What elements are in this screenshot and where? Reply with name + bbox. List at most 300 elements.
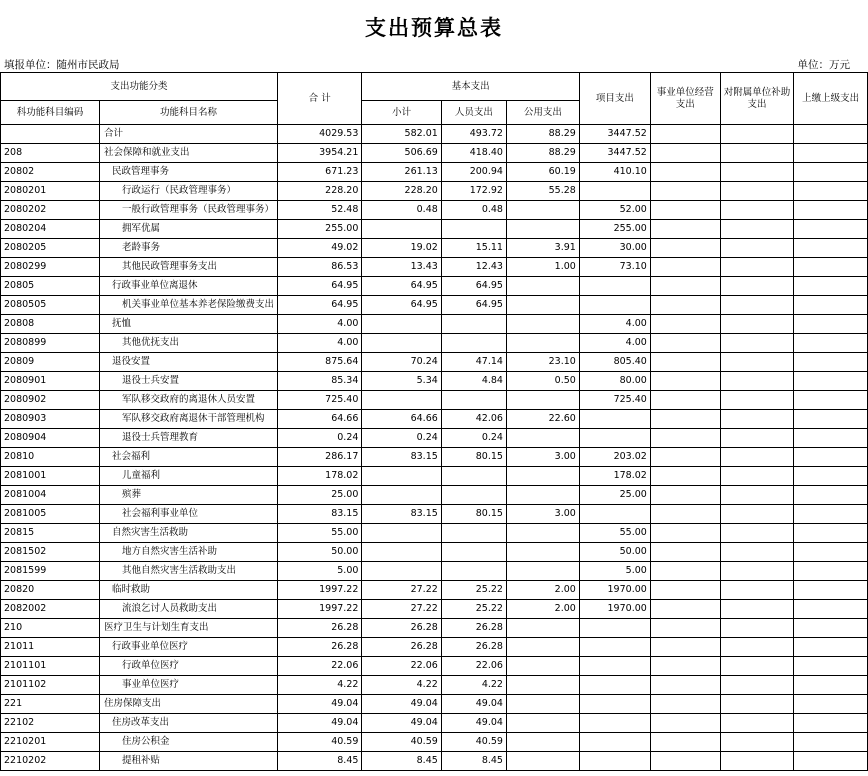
table-row [1, 315, 868, 334]
cell-personnel: 80.15 [441, 505, 506, 524]
cell-empty [720, 543, 794, 562]
cell-empty [794, 619, 868, 638]
cell-total: 3954.21 [277, 144, 361, 163]
cell-empty [720, 296, 794, 315]
cell-personnel: 12.43 [441, 258, 506, 277]
cell-project: 1970.00 [579, 581, 650, 600]
cell-empty [794, 201, 868, 220]
cell-subtotal: 27.22 [362, 600, 441, 619]
table-row [1, 714, 868, 733]
cell-subtotal: 13.43 [362, 258, 441, 277]
cell-empty [720, 334, 794, 353]
table-row [1, 676, 868, 695]
cell-project [579, 505, 650, 524]
cell-total: 49.02 [277, 239, 361, 258]
cell-personnel [441, 562, 506, 581]
cell-empty [720, 391, 794, 410]
cell-empty [720, 410, 794, 429]
cell-total: 64.95 [277, 277, 361, 296]
cell-total: 286.17 [277, 448, 361, 467]
cell-empty [650, 562, 720, 581]
cell-project: 25.00 [579, 486, 650, 505]
cell-subtotal: 582.01 [362, 125, 441, 144]
cell-empty [794, 353, 868, 372]
cell-empty [650, 277, 720, 296]
cell-empty [720, 638, 794, 657]
cell-subtotal: 26.28 [362, 619, 441, 638]
cell-project [579, 638, 650, 657]
cell-public: 55.28 [506, 182, 579, 201]
cell-public [506, 296, 579, 315]
cell-empty [794, 752, 868, 771]
cell-code: 20805 [1, 277, 100, 296]
table-row [1, 543, 868, 562]
table-row [1, 391, 868, 410]
cell-empty [794, 695, 868, 714]
cell-code: 22102 [1, 714, 100, 733]
cell-code: 221 [1, 695, 100, 714]
cell-empty [650, 372, 720, 391]
table-row [1, 752, 868, 771]
cell-public: 88.29 [506, 144, 579, 163]
cell-empty [650, 486, 720, 505]
cell-code: 2080902 [1, 391, 100, 410]
cell-empty [650, 258, 720, 277]
cell-total: 0.24 [277, 429, 361, 448]
cell-total: 22.06 [277, 657, 361, 676]
cell-empty [794, 581, 868, 600]
table-row [1, 467, 868, 486]
cell-code: 2101101 [1, 657, 100, 676]
table-row [1, 581, 868, 600]
cell-name: 社会保障和就业支出 [99, 144, 277, 163]
table-row [1, 448, 868, 467]
cell-empty [650, 467, 720, 486]
cell-subtotal: 70.24 [362, 353, 441, 372]
cell-name: 医疗卫生与计划生育支出 [99, 619, 277, 638]
cell-total: 725.40 [277, 391, 361, 410]
cell-project: 255.00 [579, 220, 650, 239]
cell-empty [650, 524, 720, 543]
cell-code: 20802 [1, 163, 100, 182]
cell-name: 行政事业单位离退休 [99, 277, 277, 296]
cell-subtotal [362, 334, 441, 353]
cell-project: 5.00 [579, 562, 650, 581]
cell-personnel: 64.95 [441, 296, 506, 315]
table-row [1, 486, 868, 505]
cell-code: 2082002 [1, 600, 100, 619]
cell-empty [650, 581, 720, 600]
cell-code: 2080204 [1, 220, 100, 239]
cell-public [506, 676, 579, 695]
cell-code: 2081004 [1, 486, 100, 505]
cell-personnel: 493.72 [441, 125, 506, 144]
cell-empty [720, 429, 794, 448]
cell-total: 1997.22 [277, 581, 361, 600]
cell-personnel: 40.59 [441, 733, 506, 752]
cell-project: 725.40 [579, 391, 650, 410]
cell-subtotal: 49.04 [362, 714, 441, 733]
table-row [1, 638, 868, 657]
cell-subtotal: 64.95 [362, 277, 441, 296]
cell-name: 住房保障支出 [99, 695, 277, 714]
cell-name: 一般行政管理事务（民政管理事务） [99, 201, 277, 220]
header-total: 合 计 [277, 73, 361, 125]
cell-subtotal [362, 524, 441, 543]
table-row [1, 600, 868, 619]
cell-empty [794, 467, 868, 486]
cell-empty [794, 182, 868, 201]
cell-personnel [441, 486, 506, 505]
cell-code: 20815 [1, 524, 100, 543]
cell-project: 410.10 [579, 163, 650, 182]
cell-empty [650, 296, 720, 315]
cell-public [506, 752, 579, 771]
cell-project [579, 182, 650, 201]
table-row [1, 619, 868, 638]
budget-table [0, 72, 868, 771]
cell-name: 机关事业单位基本养老保险缴费支出 [99, 296, 277, 315]
cell-name: 合计 [99, 125, 277, 144]
cell-empty [794, 676, 868, 695]
cell-project [579, 733, 650, 752]
cell-subtotal [362, 562, 441, 581]
cell-personnel: 8.45 [441, 752, 506, 771]
table-row [1, 220, 868, 239]
cell-empty [794, 638, 868, 657]
cell-subtotal [362, 467, 441, 486]
cell-subtotal: 27.22 [362, 581, 441, 600]
cell-empty [720, 182, 794, 201]
cell-empty [650, 619, 720, 638]
cell-empty [650, 714, 720, 733]
cell-code: 2080299 [1, 258, 100, 277]
cell-name: 住房改革支出 [99, 714, 277, 733]
cell-empty [650, 676, 720, 695]
cell-public: 2.00 [506, 581, 579, 600]
cell-empty [650, 657, 720, 676]
cell-project: 73.10 [579, 258, 650, 277]
cell-total: 875.64 [277, 353, 361, 372]
cell-total: 25.00 [277, 486, 361, 505]
cell-empty [720, 239, 794, 258]
cell-empty [720, 201, 794, 220]
cell-subtotal: 83.15 [362, 505, 441, 524]
table-row [1, 182, 868, 201]
cell-empty [720, 581, 794, 600]
cell-total: 671.23 [277, 163, 361, 182]
cell-total: 4029.53 [277, 125, 361, 144]
cell-empty [720, 277, 794, 296]
cell-personnel [441, 391, 506, 410]
cell-personnel: 22.06 [441, 657, 506, 676]
cell-code: 2210201 [1, 733, 100, 752]
header-personnel: 人员支出 [441, 101, 506, 125]
cell-empty [720, 372, 794, 391]
cell-name: 其他民政管理事务支出 [99, 258, 277, 277]
cell-project: 805.40 [579, 353, 650, 372]
cell-empty [794, 524, 868, 543]
cell-empty [720, 448, 794, 467]
cell-empty [794, 657, 868, 676]
cell-code: 2081502 [1, 543, 100, 562]
cell-personnel: 4.84 [441, 372, 506, 391]
cell-personnel: 0.48 [441, 201, 506, 220]
cell-project [579, 619, 650, 638]
cell-empty [794, 296, 868, 315]
cell-code: 2080903 [1, 410, 100, 429]
cell-project: 55.00 [579, 524, 650, 543]
cell-total: 255.00 [277, 220, 361, 239]
cell-total: 26.28 [277, 619, 361, 638]
cell-empty [720, 353, 794, 372]
table-row [1, 201, 868, 220]
cell-subtotal [362, 543, 441, 562]
cell-empty [720, 714, 794, 733]
cell-public: 3.00 [506, 505, 579, 524]
cell-empty [650, 125, 720, 144]
cell-empty [650, 163, 720, 182]
cell-personnel: 80.15 [441, 448, 506, 467]
cell-code: 20809 [1, 353, 100, 372]
cell-empty [720, 258, 794, 277]
cell-total: 52.48 [277, 201, 361, 220]
cell-project: 1970.00 [579, 600, 650, 619]
cell-public [506, 391, 579, 410]
cell-empty [794, 258, 868, 277]
cell-empty [650, 448, 720, 467]
cell-empty [794, 239, 868, 258]
cell-personnel: 26.28 [441, 638, 506, 657]
cell-empty [650, 239, 720, 258]
cell-public [506, 429, 579, 448]
cell-subtotal: 64.66 [362, 410, 441, 429]
cell-code: 2080901 [1, 372, 100, 391]
cell-subtotal: 506.69 [362, 144, 441, 163]
header-public: 公用支出 [506, 101, 579, 125]
cell-empty [720, 524, 794, 543]
cell-empty [650, 429, 720, 448]
cell-total: 8.45 [277, 752, 361, 771]
cell-empty [720, 163, 794, 182]
cell-code: 2210202 [1, 752, 100, 771]
cell-empty [720, 562, 794, 581]
cell-personnel [441, 334, 506, 353]
cell-personnel: 4.22 [441, 676, 506, 695]
cell-subtotal: 0.24 [362, 429, 441, 448]
currency-unit: 单位：万元 [797, 59, 850, 71]
cell-personnel: 0.24 [441, 429, 506, 448]
cell-personnel [441, 543, 506, 562]
cell-personnel [441, 467, 506, 486]
header-fname: 功能科目名称 [99, 101, 277, 125]
cell-personnel: 42.06 [441, 410, 506, 429]
cell-total: 5.00 [277, 562, 361, 581]
cell-total: 85.34 [277, 372, 361, 391]
cell-subtotal: 261.13 [362, 163, 441, 182]
cell-code: 2081599 [1, 562, 100, 581]
table-row [1, 334, 868, 353]
cell-empty [794, 277, 868, 296]
cell-personnel: 26.28 [441, 619, 506, 638]
cell-public [506, 277, 579, 296]
cell-personnel: 47.14 [441, 353, 506, 372]
cell-total: 49.04 [277, 695, 361, 714]
cell-empty [650, 182, 720, 201]
cell-empty [650, 410, 720, 429]
cell-personnel: 25.22 [441, 600, 506, 619]
cell-code: 2080899 [1, 334, 100, 353]
cell-empty [720, 125, 794, 144]
cell-total: 26.28 [277, 638, 361, 657]
cell-subtotal [362, 486, 441, 505]
header-project: 项目支出 [579, 73, 650, 125]
cell-project: 3447.52 [579, 125, 650, 144]
cell-code: 20808 [1, 315, 100, 334]
cell-public [506, 467, 579, 486]
cell-total: 40.59 [277, 733, 361, 752]
cell-subtotal: 19.02 [362, 239, 441, 258]
cell-public: 3.91 [506, 239, 579, 258]
cell-subtotal: 4.22 [362, 676, 441, 695]
cell-project: 3447.52 [579, 144, 650, 163]
cell-total: 4.00 [277, 315, 361, 334]
table-row [1, 372, 868, 391]
cell-public: 23.10 [506, 353, 579, 372]
table-row [1, 163, 868, 182]
cell-total: 50.00 [277, 543, 361, 562]
cell-public [506, 562, 579, 581]
cell-code: 2101102 [1, 676, 100, 695]
cell-empty [794, 486, 868, 505]
cell-public [506, 315, 579, 334]
cell-project: 203.02 [579, 448, 650, 467]
cell-personnel: 15.11 [441, 239, 506, 258]
cell-empty [794, 714, 868, 733]
table-row [1, 562, 868, 581]
table-row [1, 258, 868, 277]
cell-empty [650, 752, 720, 771]
table-body [1, 125, 868, 771]
cell-name: 老龄事务 [99, 239, 277, 258]
cell-name: 儿童福利 [99, 467, 277, 486]
cell-public [506, 638, 579, 657]
cell-subtotal [362, 220, 441, 239]
cell-personnel: 49.04 [441, 714, 506, 733]
cell-subtotal: 5.34 [362, 372, 441, 391]
header-affiliate: 对附属单位补助支出 [720, 73, 794, 125]
cell-personnel: 172.92 [441, 182, 506, 201]
cell-code: 2080205 [1, 239, 100, 258]
table-row [1, 524, 868, 543]
cell-empty [794, 505, 868, 524]
cell-empty [794, 163, 868, 182]
cell-empty [720, 144, 794, 163]
cell-empty [794, 334, 868, 353]
cell-project: 50.00 [579, 543, 650, 562]
cell-empty [650, 220, 720, 239]
cell-personnel: 25.22 [441, 581, 506, 600]
cell-total: 64.66 [277, 410, 361, 429]
cell-name: 自然灾害生活救助 [99, 524, 277, 543]
cell-code [1, 125, 100, 144]
cell-code: 2080202 [1, 201, 100, 220]
cell-subtotal: 228.20 [362, 182, 441, 201]
cell-empty [794, 144, 868, 163]
cell-subtotal: 26.28 [362, 638, 441, 657]
cell-empty [720, 486, 794, 505]
cell-project [579, 277, 650, 296]
cell-subtotal: 64.95 [362, 296, 441, 315]
cell-name: 拥军优属 [99, 220, 277, 239]
header-row-1 [1, 73, 868, 101]
cell-name: 行政事业单位医疗 [99, 638, 277, 657]
cell-subtotal: 83.15 [362, 448, 441, 467]
cell-name: 民政管理事务 [99, 163, 277, 182]
cell-personnel: 200.94 [441, 163, 506, 182]
cell-name: 殡葬 [99, 486, 277, 505]
table-row [1, 296, 868, 315]
cell-name: 流浪乞讨人员救助支出 [99, 600, 277, 619]
header-basic: 基本支出 [362, 73, 579, 101]
cell-project [579, 410, 650, 429]
cell-empty [794, 391, 868, 410]
cell-empty [794, 315, 868, 334]
cell-public [506, 543, 579, 562]
cell-subtotal: 40.59 [362, 733, 441, 752]
cell-empty [794, 448, 868, 467]
cell-empty [720, 505, 794, 524]
cell-name: 退役安置 [99, 353, 277, 372]
table-row [1, 695, 868, 714]
cell-name: 住房公积金 [99, 733, 277, 752]
cell-subtotal: 22.06 [362, 657, 441, 676]
cell-subtotal: 49.04 [362, 695, 441, 714]
cell-empty [794, 733, 868, 752]
cell-empty [720, 752, 794, 771]
cell-empty [650, 391, 720, 410]
cell-total: 1997.22 [277, 600, 361, 619]
cell-empty [794, 220, 868, 239]
cell-empty [650, 695, 720, 714]
cell-total: 55.00 [277, 524, 361, 543]
cell-public [506, 714, 579, 733]
cell-empty [794, 372, 868, 391]
cell-empty [720, 676, 794, 695]
cell-empty [720, 315, 794, 334]
cell-project [579, 714, 650, 733]
cell-empty [720, 657, 794, 676]
cell-code: 2081001 [1, 467, 100, 486]
cell-code: 21011 [1, 638, 100, 657]
cell-project: 4.00 [579, 334, 650, 353]
cell-public: 22.60 [506, 410, 579, 429]
cell-public: 60.19 [506, 163, 579, 182]
cell-project: 4.00 [579, 315, 650, 334]
cell-total: 86.53 [277, 258, 361, 277]
header-code: 科功能科目编码 [1, 101, 100, 125]
cell-empty [720, 220, 794, 239]
cell-public: 2.00 [506, 600, 579, 619]
cell-name: 其他优抚支出 [99, 334, 277, 353]
reporting-unit: 填报单位：随州市民政局 [4, 59, 120, 71]
cell-project [579, 752, 650, 771]
cell-public [506, 201, 579, 220]
cell-subtotal: 8.45 [362, 752, 441, 771]
cell-name: 退役士兵安置 [99, 372, 277, 391]
cell-empty [650, 201, 720, 220]
cell-personnel [441, 220, 506, 239]
